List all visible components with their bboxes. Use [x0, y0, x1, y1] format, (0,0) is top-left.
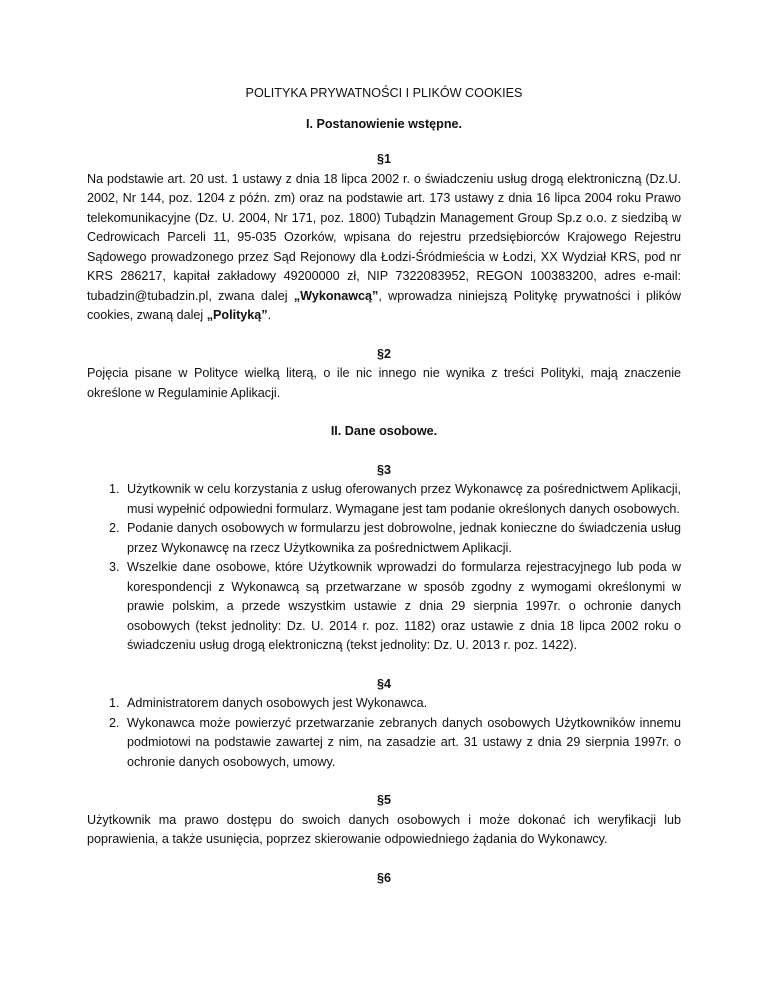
- paragraph-heading-2: §2: [376, 346, 391, 361]
- list-item: 1. Administratorem danych osobowych jest Wykonawca.: [123, 694, 681, 714]
- section-heading-1: I. Postanowienie wstępne.: [305, 116, 463, 131]
- paragraph-5: Użytkownik ma prawo dostępu do swoich danych osobowych i może dokonać ich weryfikacji lub poprawienia, a także usunięcia, poprzez skierowanie odpowiedniego żądania do Wykonawcy.: [87, 812, 681, 846]
- paragraph-1-bold-a: „Wykonawcą”: [293, 288, 379, 303]
- list-item: 3. Wszelkie dane osobowe, które Użytkownik wprowadzi do formularza rejestracyjnego lub poda w korespondencji z Wykonawcą są przetwarzane w sposób zgodny z wymogami określonymi w prawie polskim, a przede wszystkim ustawie z dnia 29 sierpnia 1997r. o ochronie danych osobowych (tekst jednolity: Dz. U. 2014 r. poz. 1182) oraz ustawie z dnia 18 lipca 2002 roku o świadczeniu usług drogą elektroniczną (tekst jednolity: Dz. U. 2013 r. poz. 1422).: [123, 558, 681, 656]
- paragraph-heading-1: §1: [376, 152, 391, 166]
- paragraph-heading-3: §3: [376, 462, 391, 477]
- paragraph-1-text-b: , wprowadza niniejszą Politykę prywatności i plików cookies, zwaną dalej: [87, 288, 681, 322]
- section-heading-2: II. Dane osobowe.: [330, 424, 438, 438]
- paragraph-2: Pojęcia pisane w Polityce wielką literą, o ile nic innego nie wynika z treści Polityki, mają znaczenie określone w Regulaminie Aplikacji.: [87, 366, 681, 400]
- paragraph-4-list: [87, 694, 681, 772]
- paragraph-1-text-c: .: [267, 308, 272, 322]
- paragraph-heading-5: §5: [376, 793, 391, 807]
- paragraph-heading-6: §6: [376, 870, 391, 885]
- paragraph-1-bold-b: „Polityką”: [206, 308, 268, 322]
- list-item: 2. Podanie danych osobowych w formularzu jest dobrowolne, jednak konieczne do świadczenia usług przez Wykonawcę na rzecz Użytkownika za pośrednictwem Aplikacji.: [123, 519, 681, 558]
- list-item: 2. Wykonawca może powierzyć przetwarzanie zebranych danych osobowych Użytkowników innemu podmiotowi na podstawie zawartej z nim, na zasadzie art. 31 ustawy z dnia 29 sierpnia 1997r. o ochronie danych osobowych, umowy.: [123, 714, 681, 773]
- paragraph-3-list: [87, 480, 681, 656]
- document-title: POLITYKA PRYWATNOŚCI I PLIKÓW COOKIES: [245, 86, 523, 100]
- paragraph-heading-4: §4: [376, 676, 391, 691]
- paragraph-1-text-a: Na podstawie art. 20 ust. 1 ustawy z dnia 18 lipca 2002 r. o świadczeniu usług drogą elektroniczną (Dz.U. 2002, Nr 144, poz. 1204 z późn. zm) oraz na podstawie art. 173 ustawy z dnia 16 lipca 2004 roku Prawo telekomunikacyjne (Dz. U. 2004, Nr 171, poz. 1800) Tubądzin Management Group Sp.z o.o. z siedzibą w Cedrowicach Parceli 11, 95-035 Ozorków, wpisana do rejestru przedsiębiorców Krajowego Rejestru Sądowego prowadzonego przez Sąd Rejonowy dla Łodzi-Śródmieścia w Łodzi, XX Wydział KRS, pod nr KRS 286217, kapitał zakładowy 49200000 zł, NIP 7322083952, REGON 100383200, adres e-mail: tubadzin@tubadzin.pl, zwana dalej: [87, 171, 681, 303]
- list-item: 1. Użytkownik w celu korzystania z usług oferowanych przez Wykonawcę za pośrednictwem Aplikacji, musi wypełnić odpowiedni formularz. Wymagane jest tam podanie określonych danych osobowych.: [123, 480, 681, 519]
- paragraph-1: [87, 170, 681, 326]
- document-body: [87, 0, 681, 888]
